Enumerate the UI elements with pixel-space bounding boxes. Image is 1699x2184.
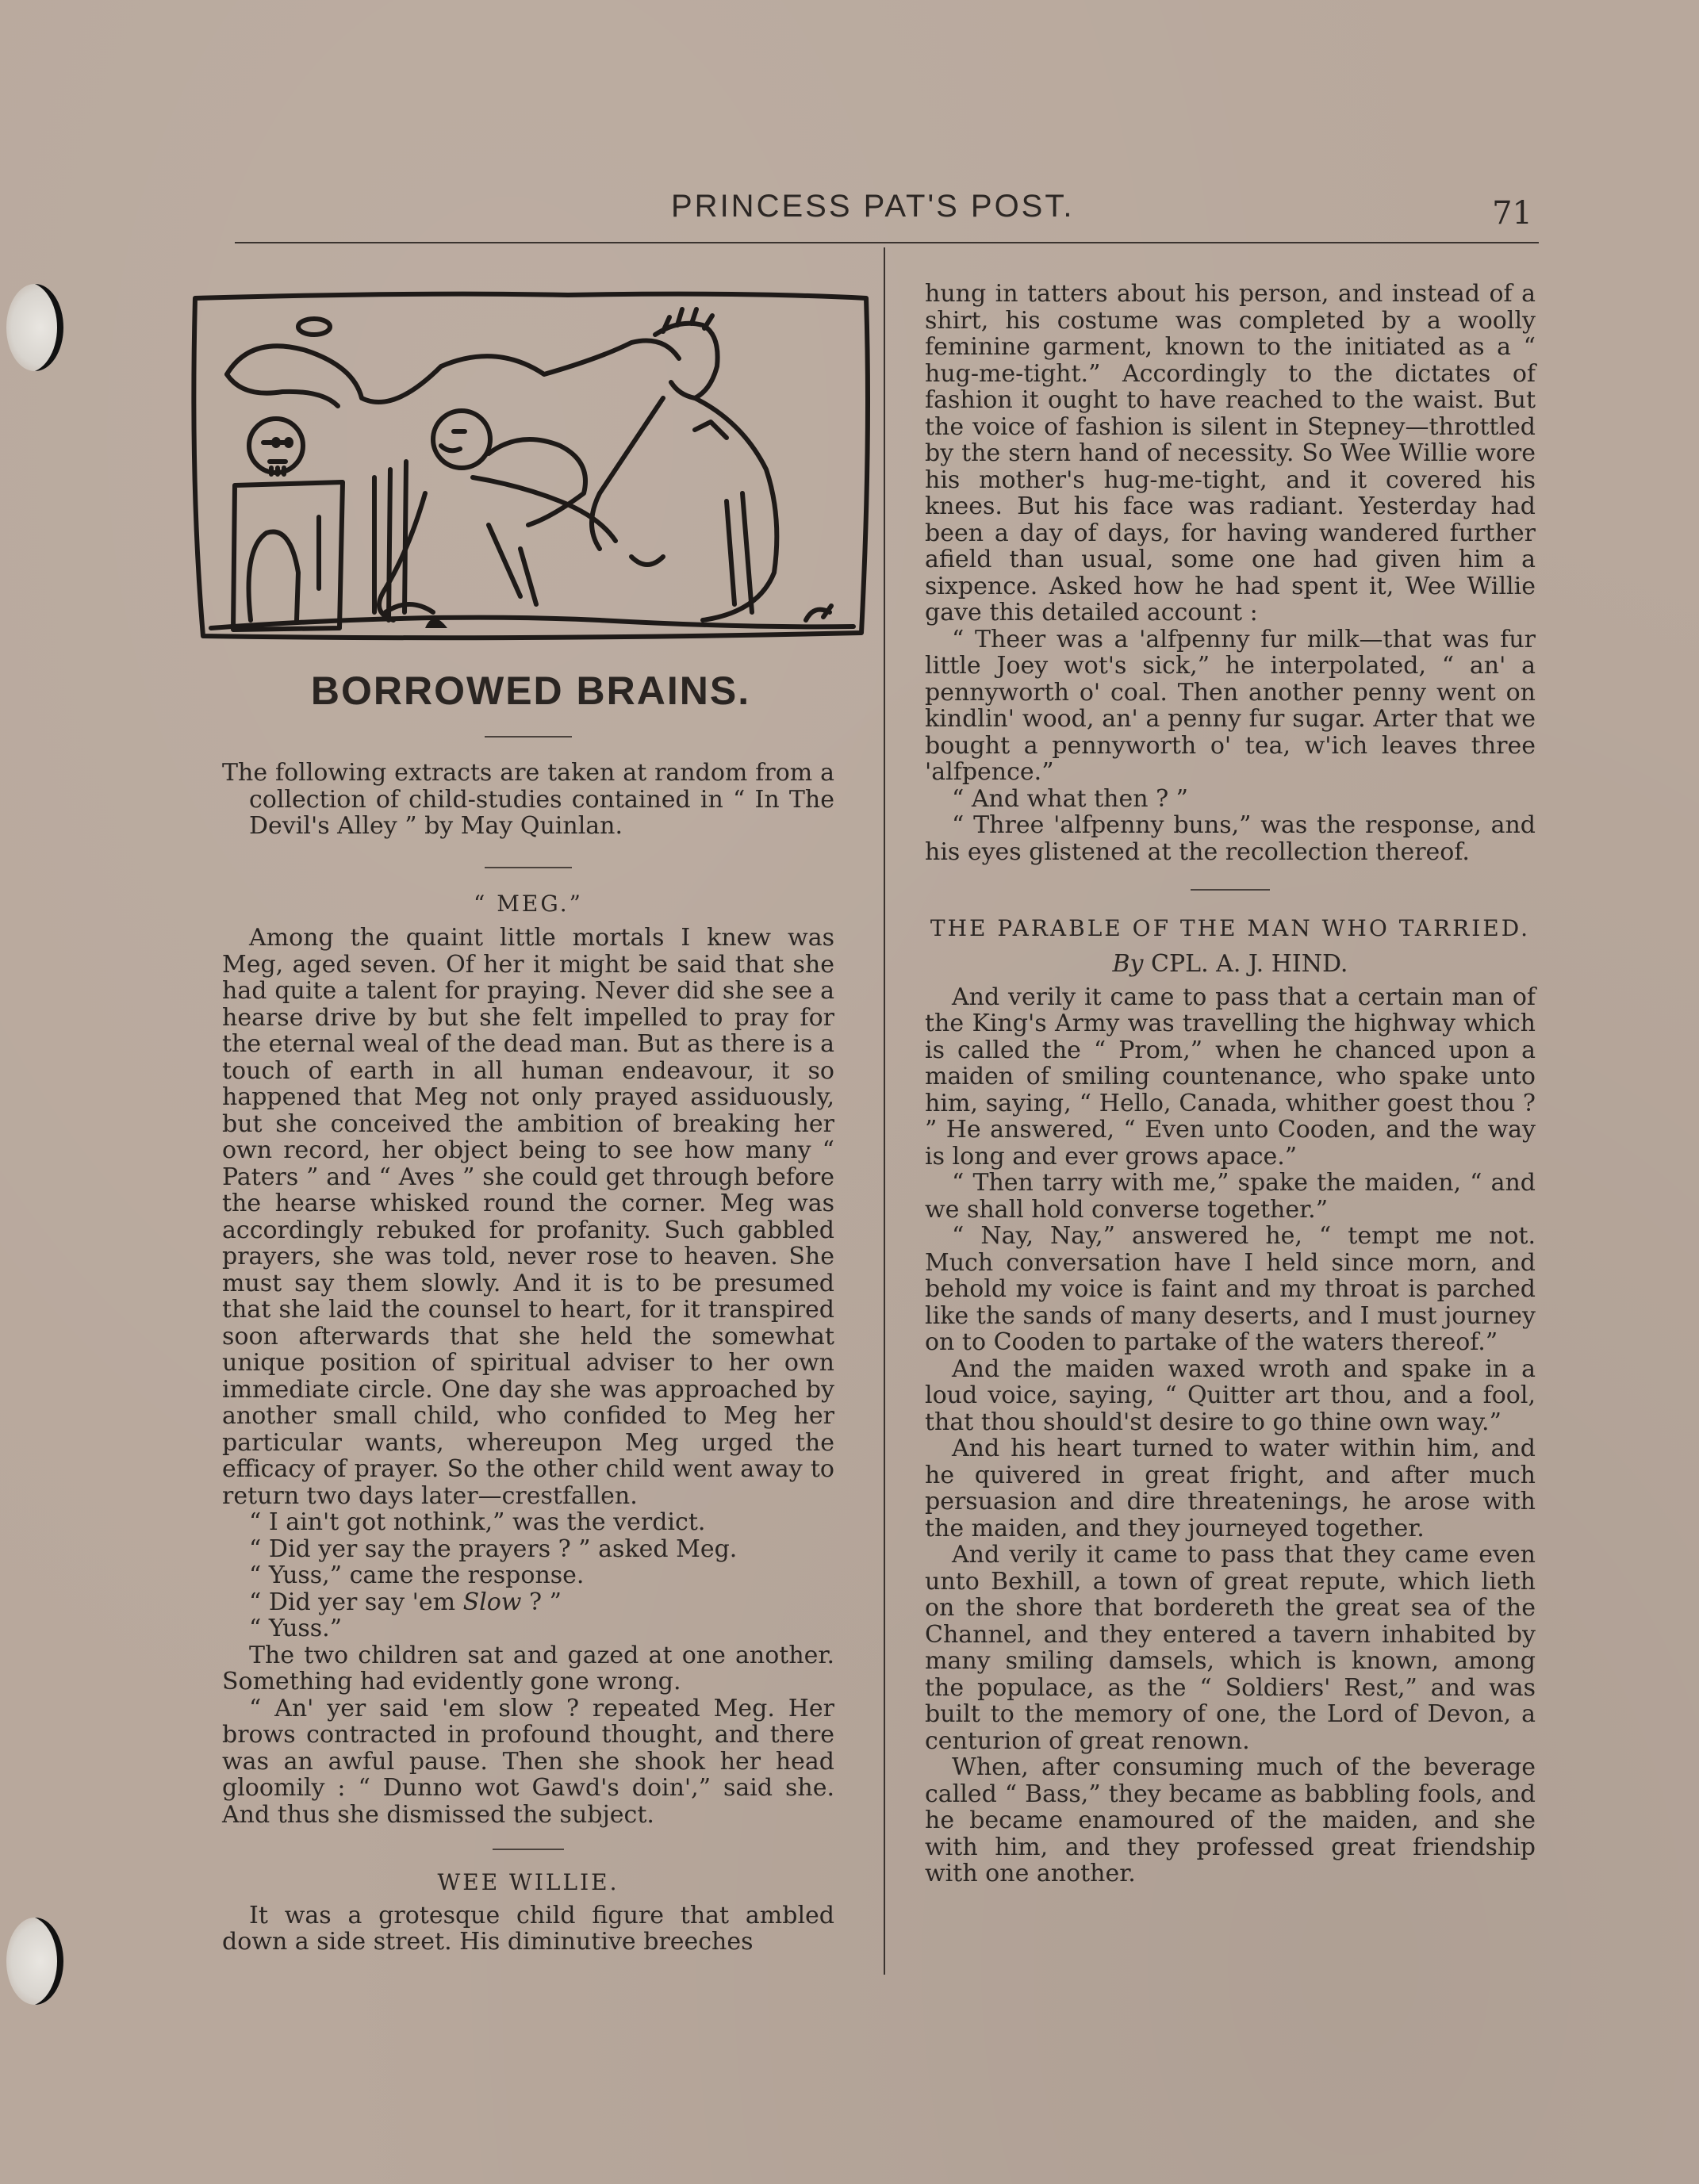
meg-line: “ Yuss,” came the response. <box>249 1561 585 1589</box>
meg-line <box>222 1589 834 1616</box>
binding-hole-bottom <box>6 1918 63 2005</box>
parable-heading: THE PARABLE OF THE MAN WHO TARRIED. <box>930 915 1531 941</box>
borrowed-brains-illustration <box>187 287 874 646</box>
byline-author: CPL. A. J. HIND. <box>1151 950 1348 978</box>
meg-paragraph: Among the quaint little mortals I knew was Meg, aged seven. Of her it might be said that she had quite a talent for praying. Never did she see a hearse drive by but she felt impelled to pray for the eternal weal of the dead man. But as there is a touch of earth in all human endeavour, it so happened that Meg not only prayed assiduously, but she conceived the ambition of breaking her own record, her object being to see how many “ Paters ” and “ Aves ” she could get through before the hearse whisked round the corner. Meg was accordingly rebuked for profanity. Such gabbled prayers, she was told, never rose to heaven. She must say them slowly. And it is to be presumed that she laid the counsel to heart, for it transpired soon afterwards that she held the somewhat unique position of spiritual adviser to her own immediate circle. One day she was approached by another small child, who confided to Meg her particular wants, whereupon Meg urged the efficacy of prayer. So the other child went away to return two days later—crestfallen. <box>222 924 834 1510</box>
meg-line-text: “ Did yer say 'em <box>249 1588 463 1616</box>
page-number: 71 <box>1492 195 1532 232</box>
parable-paragraph: And the maiden waxed wroth and spake in a loud voice, saying, “ Quitter art thou, and a fool, that thou should'st desire to go thine own way.” <box>925 1354 1536 1436</box>
meg-line: “ Yuss.” <box>249 1615 343 1642</box>
parable-paragraph: “ Then tarry with me,” spake the maiden, “ and we shall hold converse together.” <box>925 1169 1536 1224</box>
section-heading-wee-willie: WEE WILLIE. <box>437 1869 619 1895</box>
section-heading-meg: “ MEG.” <box>474 890 583 917</box>
title-rule <box>485 736 572 738</box>
meg-line: “ I ain't got nothink,” was the verdict. <box>249 1508 706 1536</box>
parable-paragraph: And his heart turned to water within him, and he quivered in great fright, and after much persuasion and dire threatenings, he arose with the maiden, and they journeyed together. <box>925 1435 1536 1542</box>
article-title: BORROWED BRAINS. <box>310 669 751 713</box>
header-rule <box>235 242 1539 243</box>
intro-paragraph: The following extracts are taken at random from a collection of child-studies contained in “ In The Devil's Alley ” by May Quinlan. <box>222 759 834 840</box>
section-rule <box>493 1849 564 1850</box>
parable-paragraph: And verily it came to pass that a certain man of the King's Army was travelling the highway which is called the “ Prom,” when he chanced upon a maiden of smiling countenance, who spake unto him, saying, “ Hello, Canada, whither goest thou ? ” He answered, “ Even unto Cooden, and the way is long and ever grows apace.” <box>925 983 1536 1171</box>
section-rule <box>485 867 572 868</box>
meg-paragraph: “ An' yer said 'em slow ? repeated Meg. Her brows contracted in profound thought, and there was an awful pause. Then she shook her head gloomily : “ Dunno wot Gawd's doin',” said she. And thus she dismissed the subject. <box>222 1694 834 1829</box>
wee-willie-paragraph: It was a grotesque child figure that ambled down a side street. His diminutive breeches <box>222 1901 834 1956</box>
running-header <box>235 184 1539 232</box>
meg-line: “ Did yer say the prayers ? ” asked Meg. <box>249 1535 738 1563</box>
wee-willie-quote: “ Three 'alfpenny buns,” was the response, and his eyes glistened at the recollection thereof. <box>925 811 1536 866</box>
wee-willie-paragraph-cont: hung in tatters about his person, and instead of a shirt, his costume was completed by a woolly feminine garment, known to the initiated as a “ hug-me-tight.” Accordingly to the dictates of fashion it ought to have reached to the waist. But the voice of fashion is silent in Stepney—throttled by the stern hand of necessity. So Wee Willie wore his mother's hug-me-tight, and it covered his knees. But his face was radiant. Yesterday had been a day of days, for having wandered further afield than usual, some one had given him a sixpence. Asked how he had spent it, Wee Willie gave this detailed account : <box>925 280 1536 626</box>
meg-paragraph: The two children sat and gazed at one another. Something had evidently gone wrong. <box>222 1641 834 1695</box>
binding-hole-top <box>6 284 63 371</box>
column-divider <box>884 247 885 1975</box>
left-column <box>222 680 834 1956</box>
parable-paragraph: And verily it came to pass that they came even unto Bexhill, a town of great repute, which lieth on the shore that bordereth the great sea of the Channel, and they entered a tavern inhabited by many smiling damsels, which is known, among the populace, as the “ Soldiers' Rest,” and was built to the memory of one, the Lord of Devon, a centurion of great renown. <box>925 1541 1536 1755</box>
wee-willie-quote: “ And what then ? ” <box>952 784 1189 813</box>
byline-by: By <box>1112 950 1144 978</box>
parable-byline <box>925 951 1536 978</box>
section-rule <box>1191 889 1270 891</box>
parable-paragraph: “ Nay, Nay,” answered he, “ tempt me not. Much conversation have I held since morn, and behold my voice is faint and my throat is parched like the sands of many deserts, and I must journey on to Cooden to partake of the waters thereof.” <box>925 1222 1536 1356</box>
meg-line-text: ? ” <box>521 1588 562 1616</box>
wee-willie-quote: “ Theer was a 'alfpenny fur milk—that was fur little Joey wot's sick,” he interpolated, “ an' a pennyworth o' coal. Then another penny went on kindlin' wood, an' a penny fur sugar. Arter that we bought a pennyworth o' tea, w'ich leaves three 'alfpence.” <box>925 625 1536 786</box>
parable-paragraph: When, after consuming much of the beverage called “ Bass,” they became as babbling fools, and he became enamoured of the maiden, and she with him, and they professed great friendship with one another. <box>925 1753 1536 1887</box>
right-column <box>925 281 1536 1887</box>
meg-line-emphasis: Slow <box>462 1588 522 1616</box>
publication-title: PRINCESS PAT'S POST. <box>671 189 1075 224</box>
